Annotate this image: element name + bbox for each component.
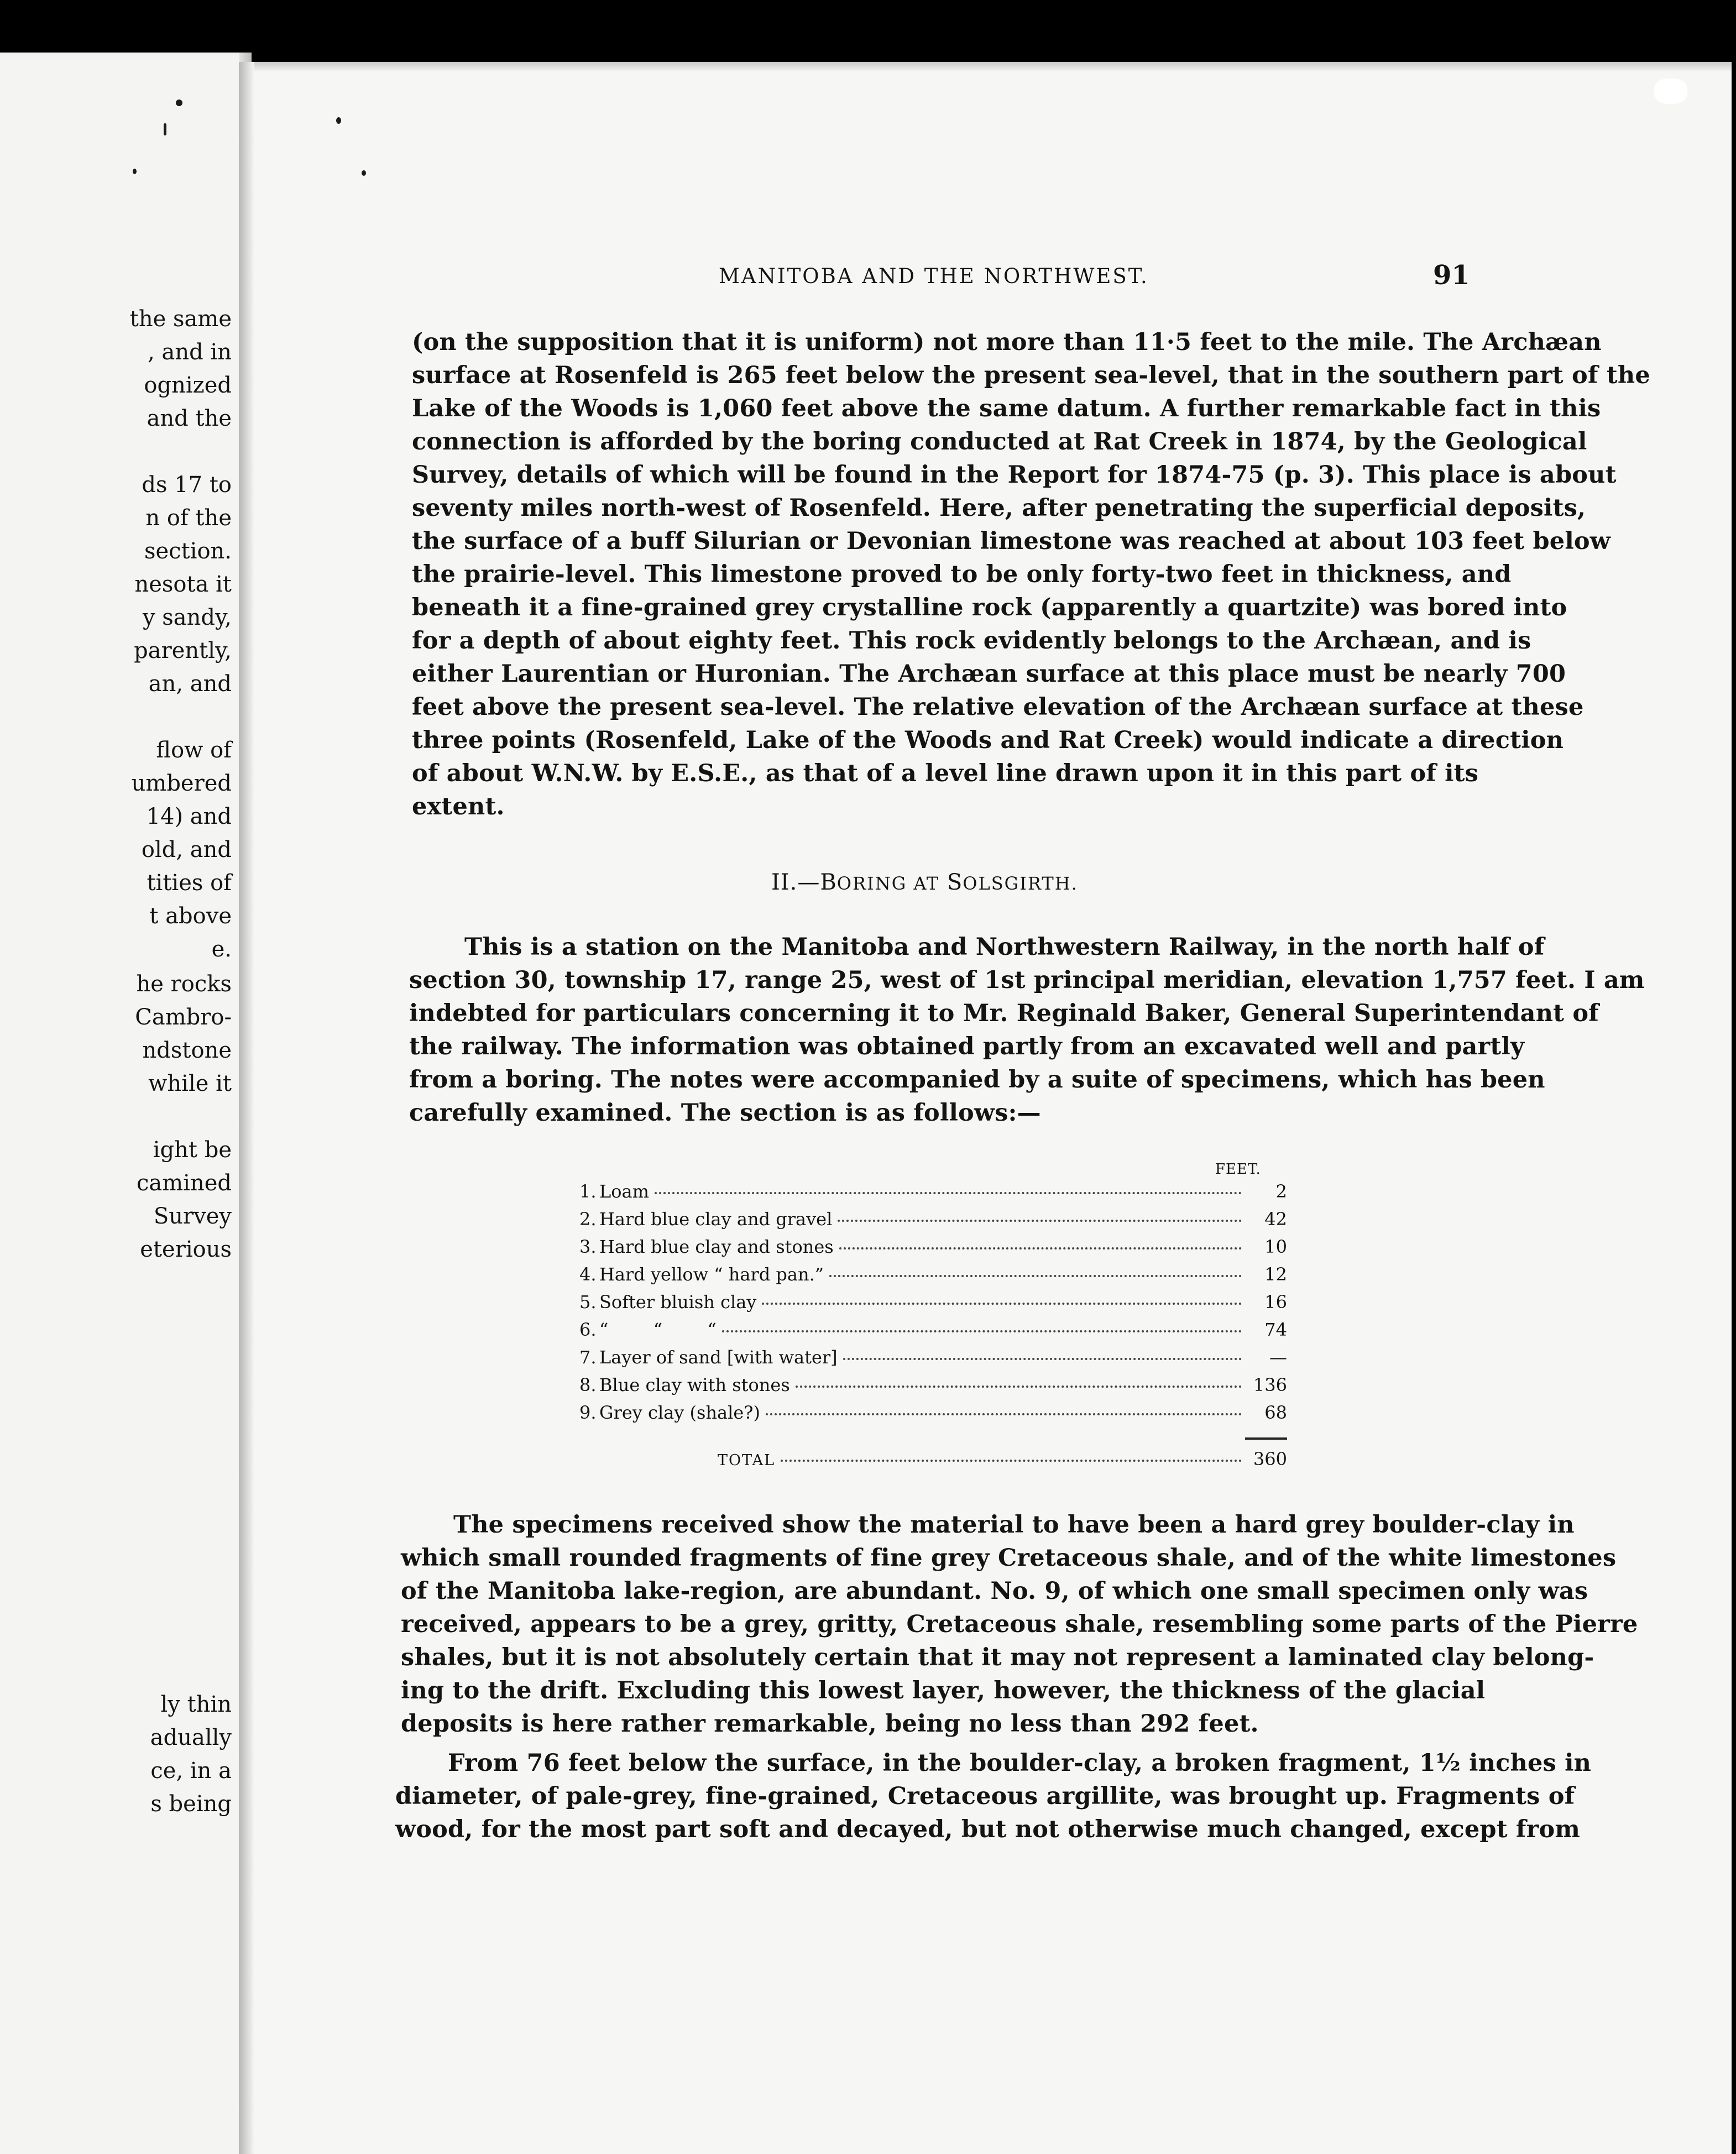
- table-row: [579, 1292, 1287, 1316]
- ink-speck: [164, 123, 166, 135]
- row-label: Loam: [599, 1181, 649, 1202]
- row-value: 16: [1264, 1292, 1287, 1313]
- dot-leaders: [722, 1330, 1242, 1332]
- left-page-line: ognized: [144, 373, 232, 398]
- table-row: [579, 1347, 1287, 1371]
- left-page-line: section.: [144, 538, 232, 564]
- dot-leaders: [762, 1303, 1242, 1305]
- body-line: surface at Rosenfeld is 265 feet below the present sea-level, that in the southern part of the: [412, 362, 1650, 389]
- body-line: three points (Rosenfeld, Lake of the Woods and Rat Creek) would indicate a direction: [412, 726, 1564, 754]
- row-value: 12: [1264, 1264, 1287, 1285]
- dot-leaders: [838, 1220, 1242, 1222]
- heading-part: II.—B: [771, 870, 837, 895]
- row-number: 3.: [579, 1236, 597, 1257]
- row-label: “ “ “: [599, 1319, 717, 1340]
- left-page-line: old, and: [141, 837, 232, 862]
- row-value: 42: [1264, 1209, 1287, 1230]
- row-label: Grey clay (shale?): [599, 1402, 760, 1423]
- dot-leaders: [829, 1275, 1242, 1277]
- body-line: received, appears to be a grey, gritty, Cretaceous shale, resembling some parts of the Pierre: [401, 1611, 1638, 1638]
- body-line: connection is afforded by the boring conducted at Rat Creek in 1874, by the Geological: [412, 428, 1587, 456]
- heading-part: OLSGIRTH.: [963, 873, 1078, 894]
- dot-leaders: [781, 1460, 1242, 1462]
- page-number: 91: [1433, 260, 1470, 291]
- body-line: section 30, township 17, range 25, west of 1st principal meridian, elevation 1,757 feet. I am: [409, 966, 1645, 994]
- row-label: Layer of sand [with water]: [599, 1347, 838, 1368]
- body-line: feet above the present sea-level. The relative elevation of the Archæan surface at these: [412, 693, 1584, 721]
- total-row: [579, 1449, 1287, 1473]
- left-page-line: s being: [150, 1791, 232, 1817]
- body-line: the prairie-level. This limestone proved to be only forty-two feet in thickness, and: [412, 561, 1512, 588]
- left-page-line: parently,: [134, 638, 232, 663]
- row-value: 68: [1264, 1402, 1287, 1423]
- row-number: 8.: [579, 1374, 597, 1395]
- body-line: extent.: [412, 793, 505, 820]
- table-row: [579, 1374, 1287, 1399]
- table-row: [579, 1264, 1287, 1288]
- left-page-line: nesota it: [134, 572, 232, 597]
- body-line: deposits is here rather remarkable, being no less than 292 feet.: [401, 1710, 1259, 1738]
- left-page-line: e.: [211, 937, 232, 962]
- table-row: [579, 1181, 1287, 1205]
- table-row: [579, 1236, 1287, 1261]
- body-line: Survey, details of which will be found in the Report for 1874-75 (p. 3). This place is about: [412, 461, 1617, 489]
- body-line: which small rounded fragments of fine grey Cretaceous shale, and of the white limestones: [401, 1544, 1617, 1572]
- left-page-line: while it: [148, 1071, 232, 1096]
- left-page-line: Cambro-: [135, 1005, 232, 1030]
- body-line: carefully examined. The section is as follows:—: [409, 1099, 1041, 1127]
- left-page-line: adually: [150, 1725, 232, 1750]
- body-line: of about W.N.W. by E.S.E., as that of a level line drawn upon it in this part of its: [412, 760, 1479, 787]
- total-value: 360: [1253, 1449, 1287, 1470]
- row-number: 6.: [579, 1319, 597, 1340]
- body-line: diameter, of pale-grey, fine-grained, Cretaceous argillite, was brought up. Fragments of: [395, 1782, 1575, 1810]
- row-value: 74: [1264, 1319, 1287, 1340]
- row-label: Hard blue clay and stones: [599, 1236, 834, 1257]
- dot-leaders: [839, 1247, 1242, 1249]
- body-line: seventy miles north-west of Rosenfeld. Here, after penetrating the superficial deposits,: [412, 494, 1586, 522]
- running-head: MANITOBA AND THE NORTHWEST.: [719, 264, 1149, 288]
- body-line: for a depth of about eighty feet. This rock evidently belongs to the Archæan, and is: [412, 627, 1531, 655]
- ink-speck: [133, 169, 137, 174]
- row-label: Hard blue clay and gravel: [599, 1209, 833, 1230]
- total-label: TOTAL: [718, 1452, 776, 1469]
- left-page-line: ight be: [153, 1137, 232, 1163]
- page-shadow: [239, 62, 254, 2154]
- left-page-line: he rocks: [136, 971, 232, 997]
- left-page-line: 14) and: [146, 804, 232, 829]
- left-page-line: camined: [136, 1170, 232, 1196]
- dot-leaders: [655, 1192, 1242, 1194]
- left-page-line: the same: [129, 306, 232, 332]
- page-shadow: [239, 62, 1732, 72]
- total-rule: [1245, 1437, 1287, 1440]
- left-page-line: eterious: [140, 1237, 232, 1262]
- row-number: 1.: [579, 1181, 597, 1202]
- left-page-line: ce, in a: [150, 1758, 232, 1784]
- heading-part: ORING AT: [836, 873, 940, 894]
- feet-column-header: FEET.: [1215, 1161, 1261, 1178]
- body-line: from a boring. The notes were accompanied by a suite of specimens, which has been: [409, 1066, 1545, 1094]
- left-page-line: and the: [147, 406, 232, 431]
- dot-leaders: [796, 1386, 1242, 1388]
- row-number: 2.: [579, 1209, 597, 1230]
- left-page-line: ly thin: [160, 1692, 232, 1717]
- paper-tear: [1654, 79, 1687, 104]
- body-line: shales, but it is not absolutely certain that it may not represent a laminated clay belong-: [401, 1644, 1594, 1671]
- body-line: the surface of a buff Silurian or Devonian limestone was reached at about 103 feet below: [412, 527, 1610, 555]
- body-line: beneath it a fine-grained grey crystalline rock (apparently a quartzite) was bored into: [412, 594, 1567, 621]
- table-row: [579, 1402, 1287, 1426]
- left-page-line: umbered: [131, 771, 232, 796]
- row-label: Blue clay with stones: [599, 1374, 790, 1395]
- row-number: 5.: [579, 1292, 597, 1313]
- left-page-line: t above: [149, 903, 232, 929]
- previous-page-fragment: [0, 53, 252, 2154]
- ink-speck: [362, 170, 366, 176]
- ink-speck: [176, 100, 182, 106]
- row-value: 136: [1253, 1374, 1287, 1395]
- left-page-line: an, and: [148, 671, 232, 697]
- row-value: —: [1269, 1347, 1287, 1368]
- body-line: the railway. The information was obtained partly from an excavated well and partly: [409, 1033, 1525, 1060]
- row-value: 10: [1264, 1236, 1287, 1257]
- ink-speck: [336, 117, 341, 124]
- left-page-line: Survey: [153, 1204, 232, 1229]
- table-row: [579, 1319, 1287, 1343]
- body-line: ing to the drift. Excluding this lowest layer, however, the thickness of the glacial: [401, 1677, 1486, 1705]
- left-page-line: ndstone: [142, 1038, 232, 1063]
- body-line: indebted for particulars concerning it to Mr. Reginald Baker, General Superintendant of: [409, 1000, 1599, 1027]
- row-number: 9.: [579, 1402, 597, 1423]
- body-line: either Laurentian or Huronian. The Archæan surface at this place must be nearly 700: [412, 660, 1566, 688]
- table-row: [579, 1209, 1287, 1233]
- row-value: 2: [1275, 1181, 1287, 1202]
- left-page-line: , and in: [148, 339, 232, 365]
- body-line: (on the supposition that it is uniform) not more than 11·5 feet to the mile. The Archæan: [412, 328, 1602, 356]
- heading-part: S: [939, 870, 963, 895]
- body-line: of the Manitoba lake-region, are abundant. No. 9, of which one small specimen only was: [401, 1577, 1588, 1605]
- row-number: 7.: [579, 1347, 597, 1368]
- left-page-line: ds 17 to: [142, 472, 232, 498]
- body-line: From 76 feet below the surface, in the boulder-clay, a broken fragment, 1½ inches in: [448, 1749, 1592, 1777]
- dot-leaders: [766, 1413, 1242, 1415]
- left-page-line: n of the: [145, 505, 232, 531]
- section-heading: [771, 870, 1078, 895]
- body-line: wood, for the most part soft and decayed, but not otherwise much changed, except from: [395, 1816, 1581, 1843]
- dot-leaders: [843, 1358, 1242, 1360]
- body-line: The specimens received show the material to have been a hard grey boulder-clay in: [453, 1511, 1575, 1539]
- row-label: Hard yellow “ hard pan.”: [599, 1264, 824, 1285]
- left-page-line: flow of: [156, 738, 232, 763]
- body-line: This is a station on the Manitoba and Northwestern Railway, in the north half of: [464, 933, 1545, 961]
- row-number: 4.: [579, 1264, 597, 1285]
- left-page-line: y sandy,: [142, 605, 232, 630]
- row-label: Softer bluish clay: [599, 1292, 757, 1313]
- body-line: Lake of the Woods is 1,060 feet above the same datum. A further remarkable fact in this: [412, 395, 1601, 422]
- left-page-line: tities of: [147, 870, 232, 896]
